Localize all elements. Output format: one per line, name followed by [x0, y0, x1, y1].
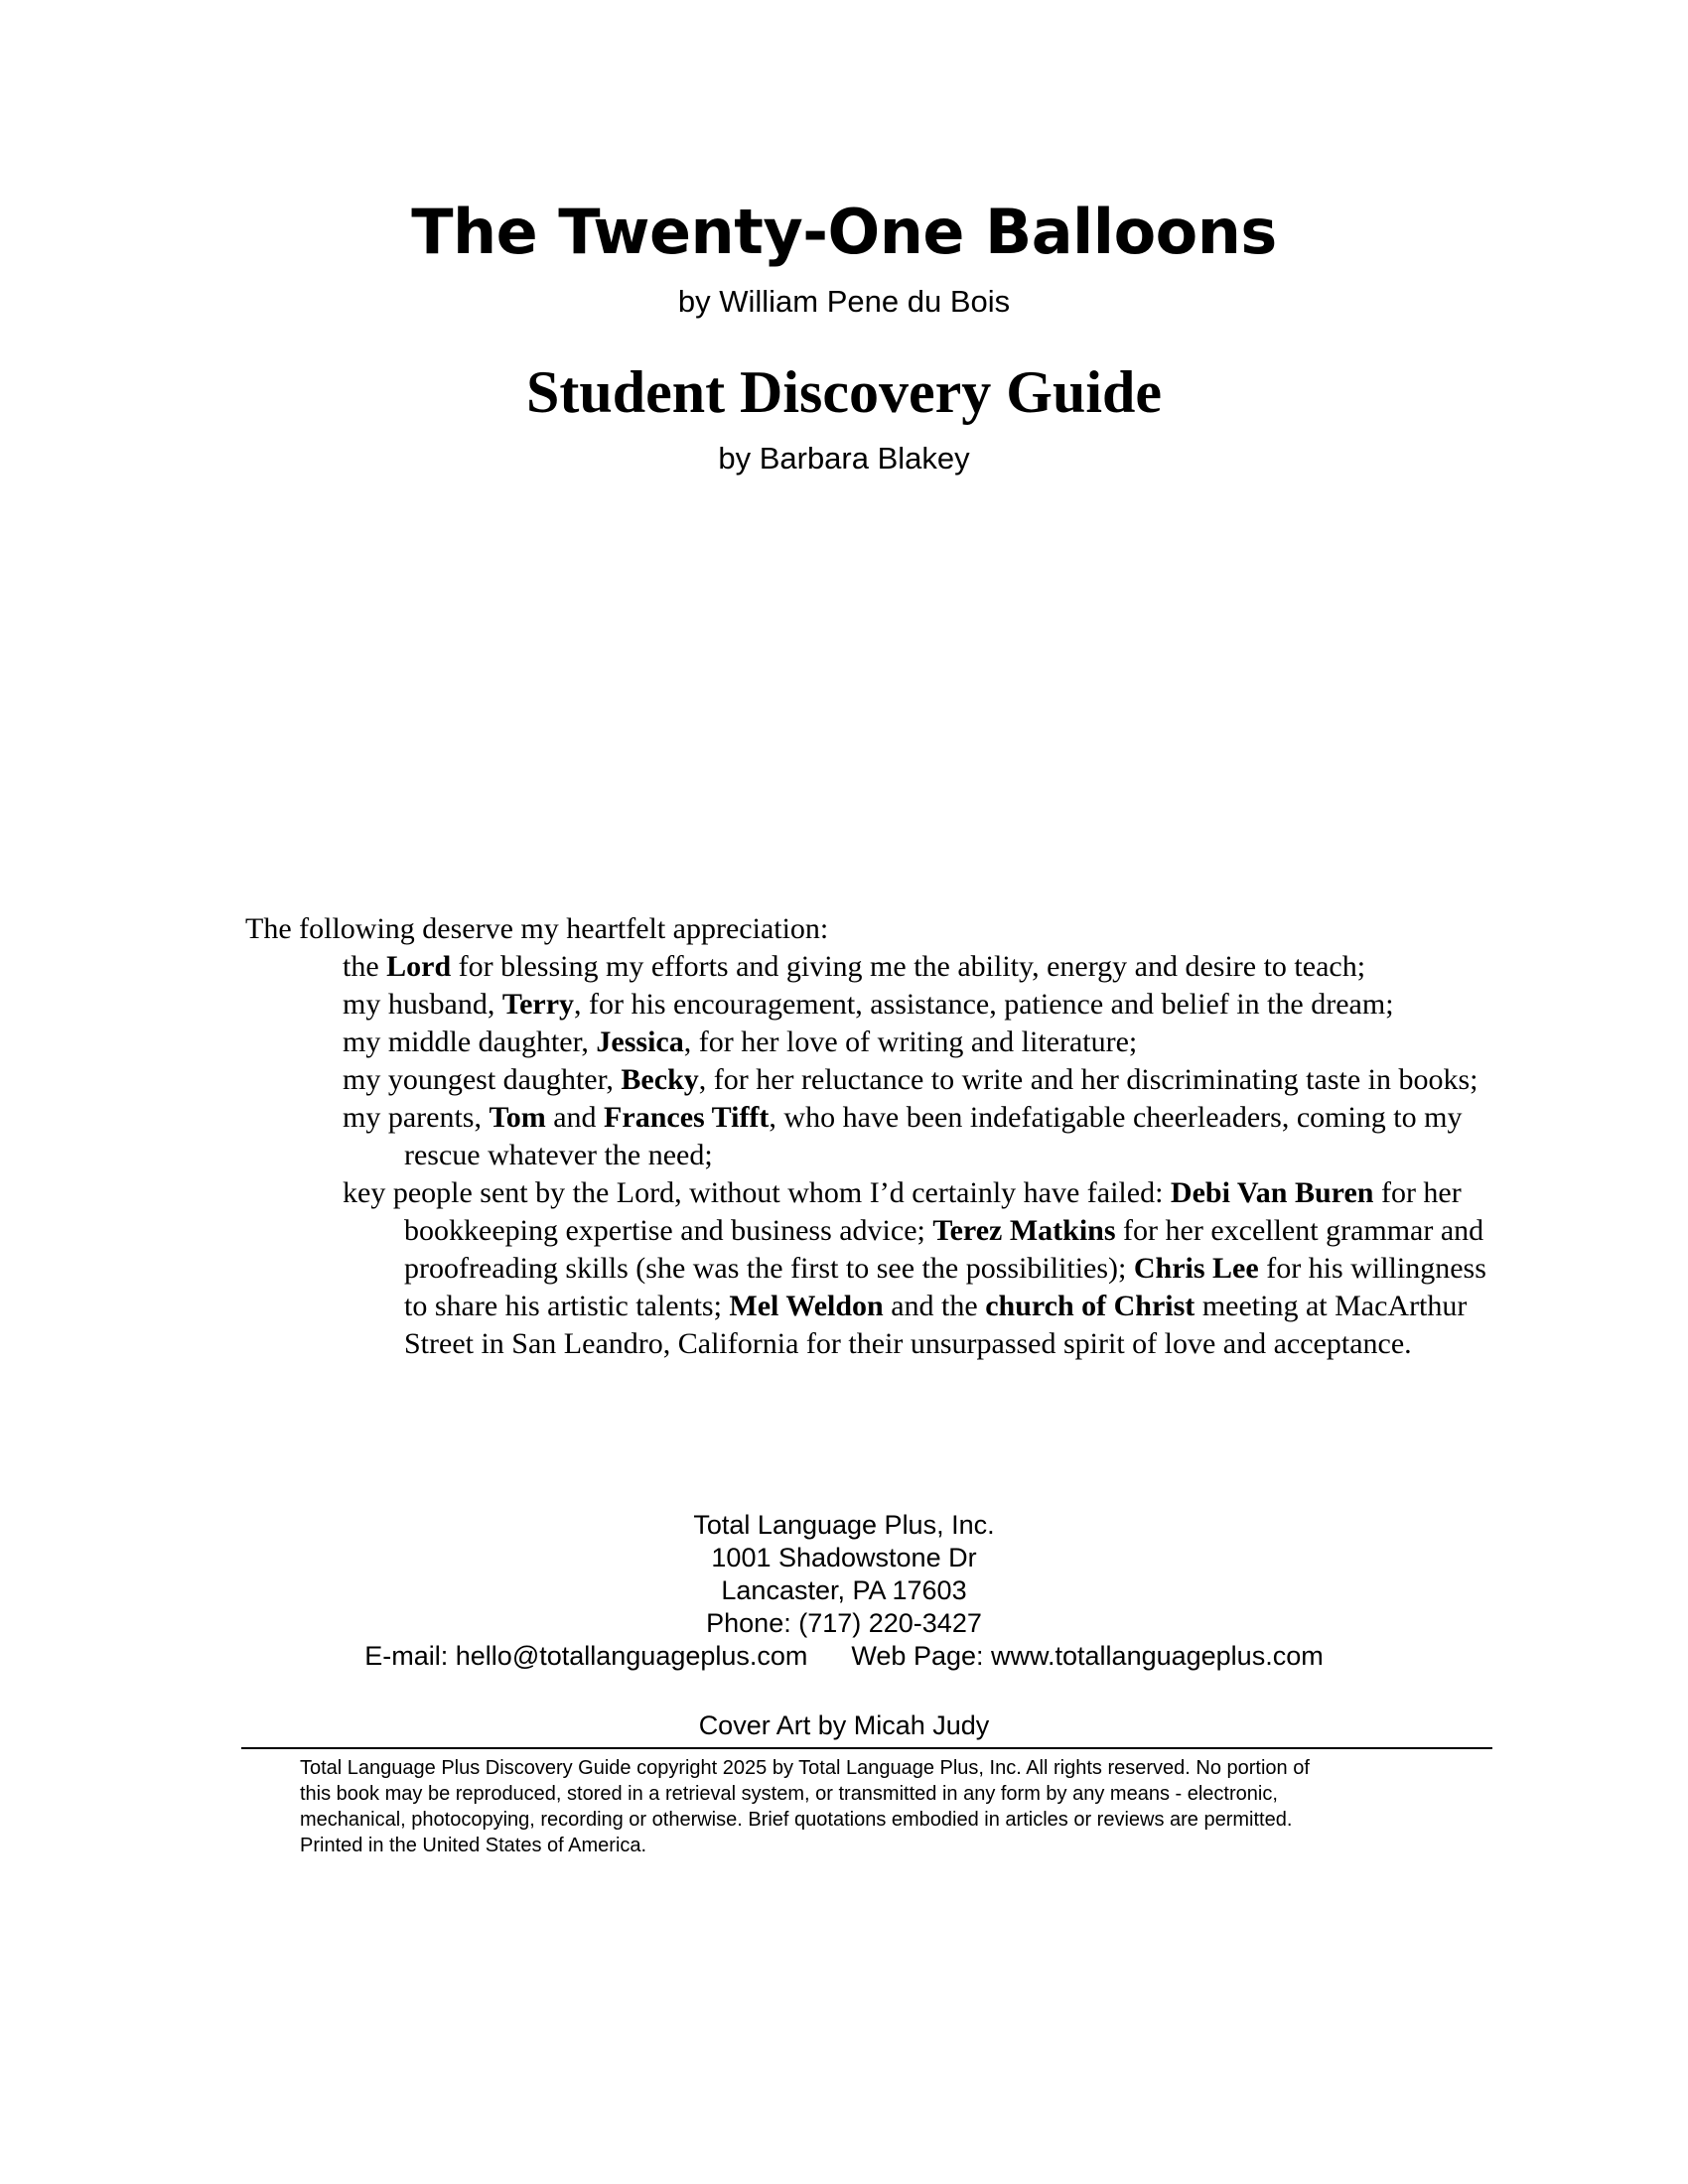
guide-author: by Barbara Blakey — [718, 441, 970, 476]
publisher-city: Lancaster, PA 17603 — [721, 1575, 967, 1605]
publisher-contact — [0, 1509, 1688, 1673]
publisher-name: Total Language Plus, Inc. — [693, 1510, 995, 1540]
copyright-line: Total Language Plus Discovery Guide copyright 2025 by Total Language Plus, Inc. All rights reserved. No portion of — [300, 1757, 1310, 1779]
publisher-web: Web Page: www.totallanguageplus.com — [851, 1641, 1324, 1671]
acknowledged-name: Lord — [386, 950, 452, 983]
acknowledged-name: Debi Van Buren — [1170, 1176, 1374, 1209]
acknowledgement-text: , for his encouragement, assistance, patience and belief in the dream; — [574, 988, 1394, 1021]
book-title: The Twenty-One Balloons — [411, 196, 1277, 268]
acknowledgement-text: for his willingness to share his artistic talents; — [404, 1252, 1486, 1322]
acknowledgement-text: for her bookkeeping expertise and business advice; — [404, 1176, 1462, 1247]
acknowledged-name: Frances Tifft — [604, 1101, 770, 1134]
acknowledgement-text: , for her reluctance to write and her discriminating taste in books; — [698, 1063, 1478, 1096]
acknowledgement-text: and — [545, 1101, 605, 1134]
acknowledgement-text: and the — [883, 1290, 986, 1322]
publisher-phone: Phone: (717) 220-3427 — [706, 1608, 982, 1638]
acknowledgement-text: for blessing my efforts and giving me the ability, energy and desire to teach; — [451, 950, 1366, 983]
acknowledgement-item — [343, 1024, 1506, 1061]
acknowledged-name: Terez Matkins — [932, 1214, 1116, 1247]
divider — [241, 1747, 1492, 1749]
acknowledgements-list — [245, 948, 1506, 1363]
acknowledgement-item — [343, 1061, 1506, 1099]
acknowledgement-text: , who have been indefatigable cheerleaders, coming to my rescue whatever the need; — [404, 1101, 1463, 1171]
acknowledgement-item — [343, 986, 1506, 1024]
copyright-line: this book may be reproduced, stored in a retrieval system, or transmitted in any form by any means - electronic, — [300, 1783, 1278, 1805]
copyright-line: mechanical, photocopying, recording or otherwise. Brief quotations embodied in articles or reviews are permitted. — [300, 1809, 1293, 1831]
acknowledgement-text: my middle daughter, — [343, 1025, 597, 1058]
acknowledgement-text: for her excellent grammar and proofreading skills (she was the first to see the possibilities); — [404, 1214, 1484, 1285]
copyright-line: Printed in the United States of America. — [300, 1835, 647, 1856]
acknowledgement-text: the — [343, 950, 387, 983]
book-author: by William Pene du Bois — [677, 284, 1011, 319]
guide-title: Student Discovery Guide — [525, 359, 1163, 425]
acknowledgements-intro: The following deserve my heartfelt appreciation: — [245, 912, 829, 945]
acknowledgement-item — [343, 948, 1506, 986]
acknowledgement-item — [343, 1174, 1506, 1363]
acknowledgement-text: my youngest daughter, — [343, 1063, 622, 1096]
publisher-email: E-mail: hello@totallanguageplus.com — [364, 1641, 808, 1671]
acknowledgement-text: my parents, — [343, 1101, 490, 1134]
acknowledged-name: Tom — [489, 1101, 546, 1134]
acknowledged-name: Terry — [501, 988, 575, 1021]
cover-credit: Cover Art by Micah Judy — [698, 1710, 990, 1740]
acknowledged-name: Chris Lee — [1133, 1252, 1259, 1285]
acknowledged-name: Becky — [621, 1063, 699, 1096]
copyright-notice — [300, 1755, 1472, 1858]
acknowledgement-text: key people sent by the Lord, without whom I’d certainly have failed: — [343, 1176, 1171, 1209]
acknowledged-name: church of Christ — [985, 1290, 1196, 1322]
acknowledgements — [245, 910, 1506, 1363]
acknowledgement-text: my husband, — [343, 988, 502, 1021]
publisher-online — [0, 1640, 1688, 1673]
acknowledgement-text: meeting at MacArthur Street in San Leandro, California for their unsurpassed spirit of love and acceptance. — [404, 1290, 1468, 1360]
acknowledged-name: Jessica — [596, 1025, 684, 1058]
publisher-street: 1001 Shadowstone Dr — [711, 1543, 977, 1572]
acknowledgement-text: , for her love of writing and literature; — [683, 1025, 1138, 1058]
acknowledgement-item — [343, 1099, 1506, 1174]
acknowledged-name: Mel Weldon — [729, 1290, 884, 1322]
